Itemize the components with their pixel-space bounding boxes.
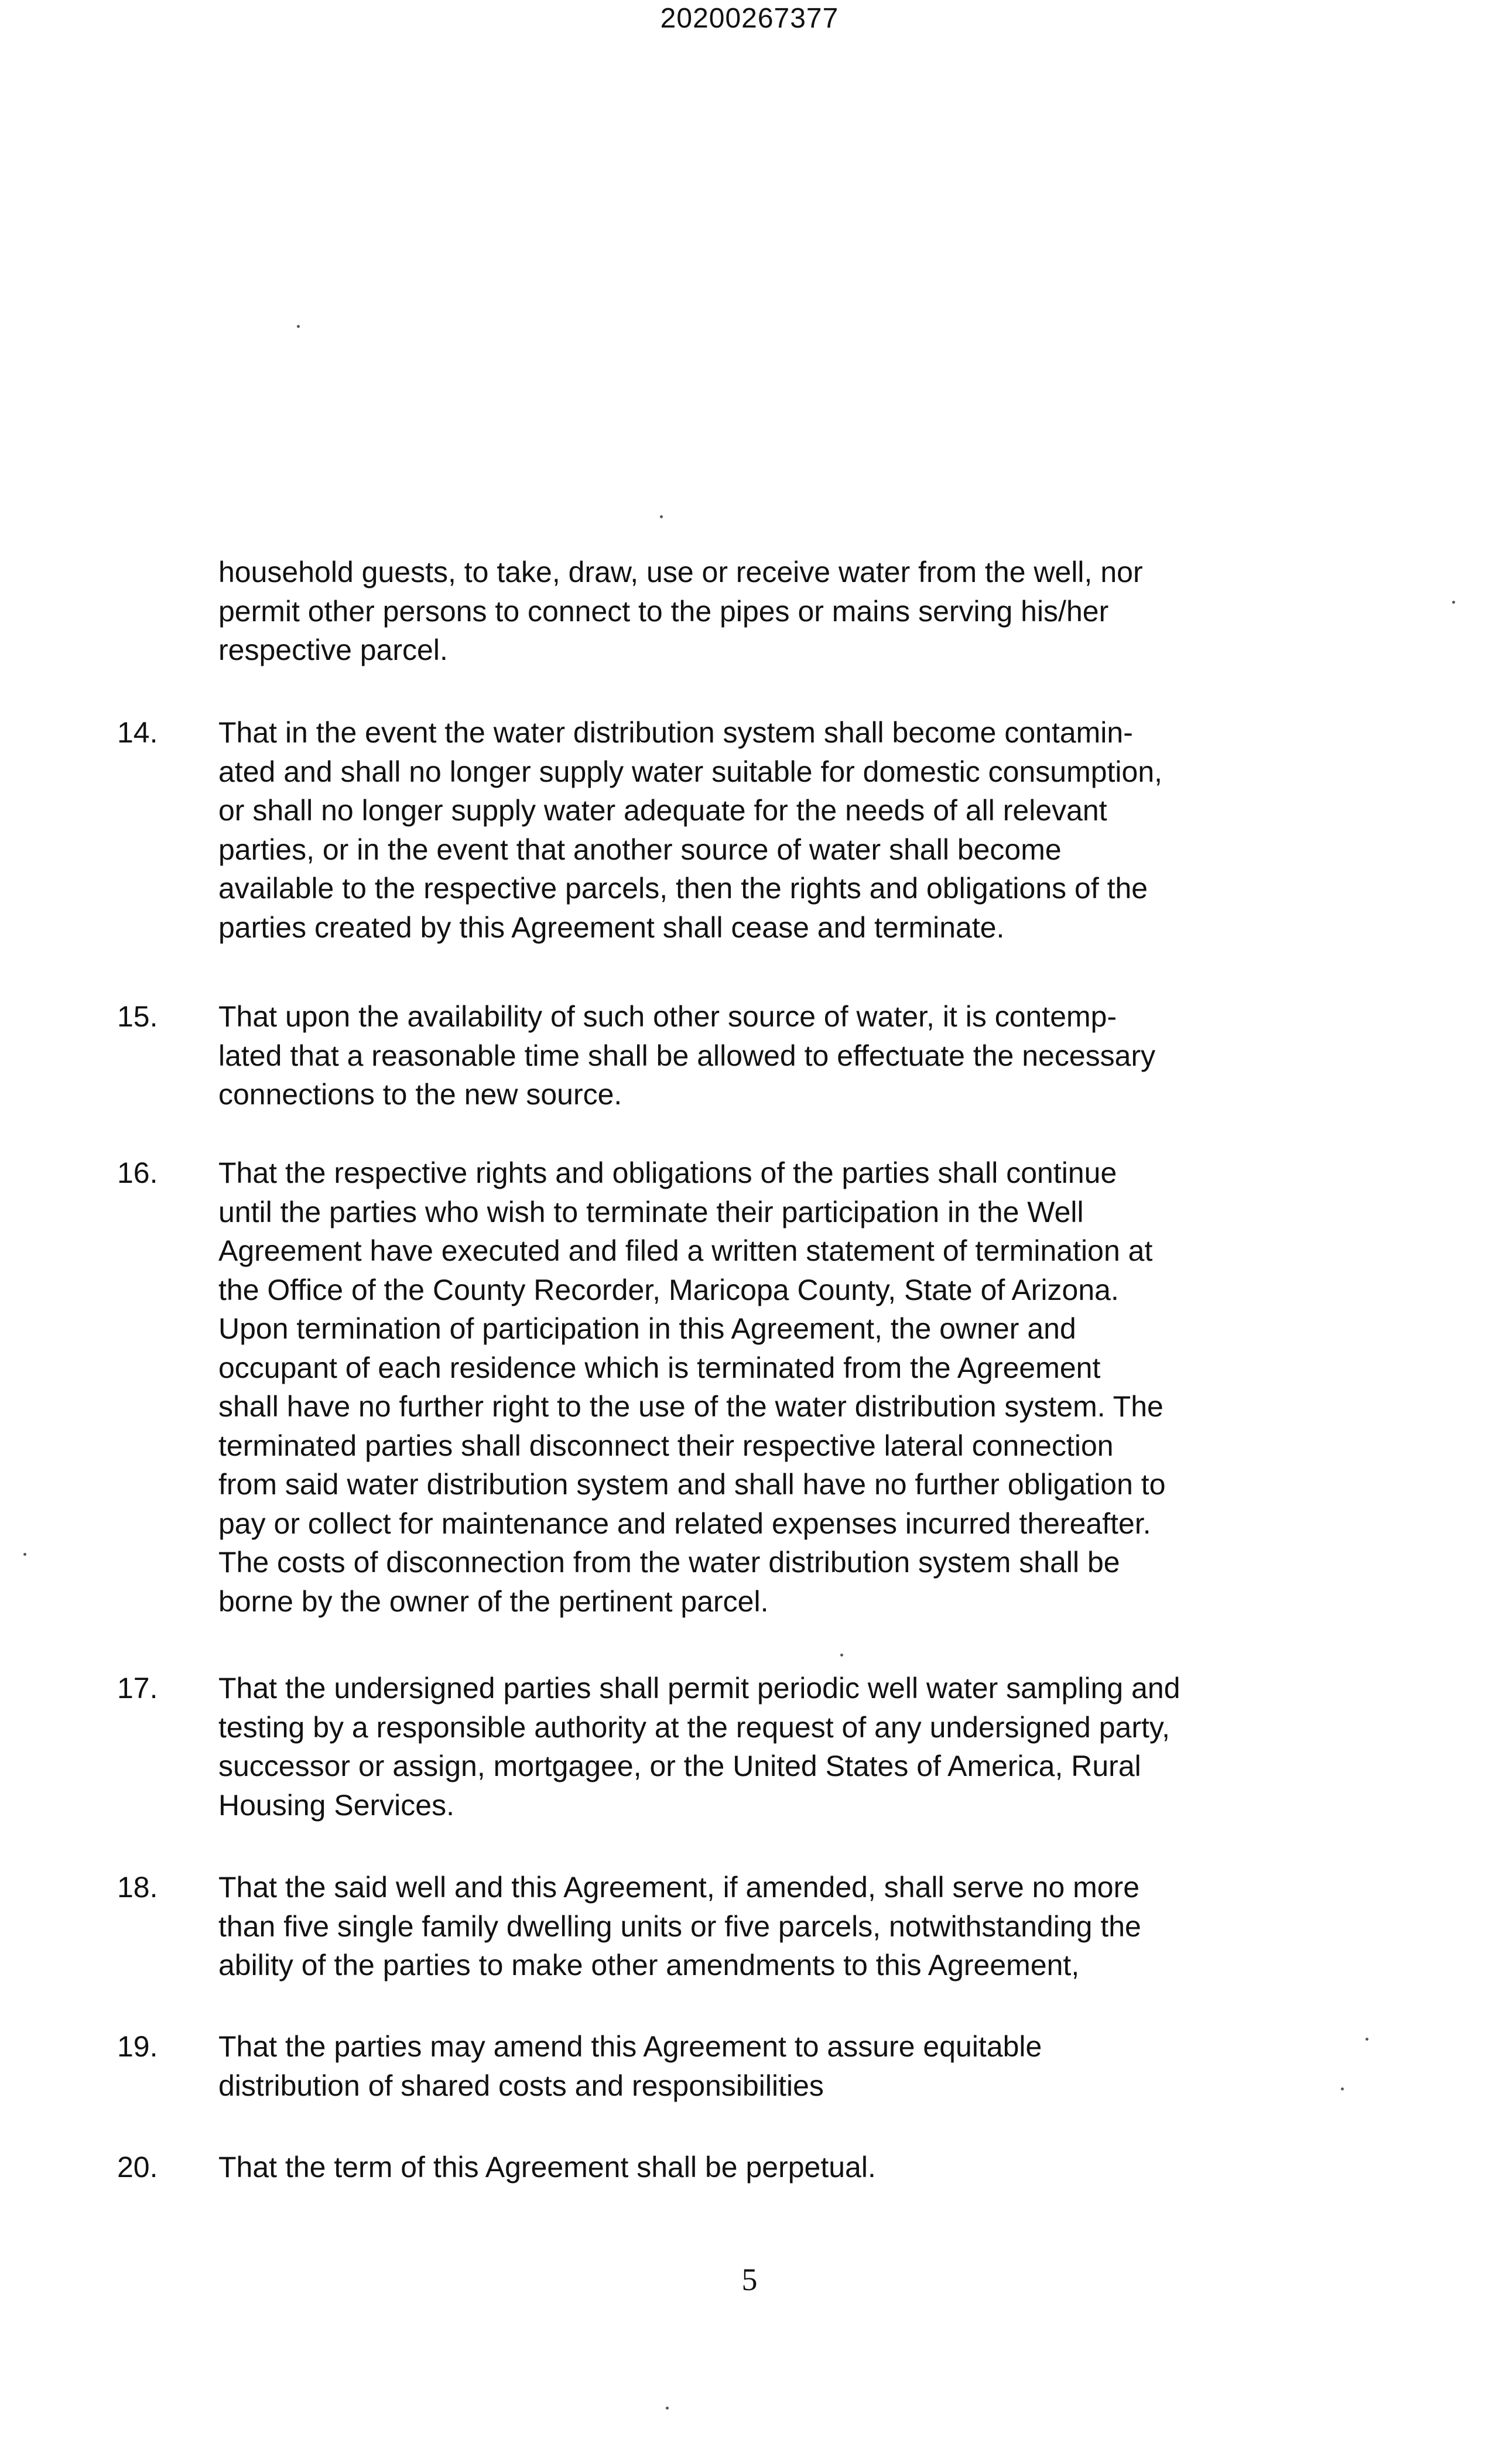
clause-text: That the parties may amend this Agreement to assure equitable distribution of shared costs and responsibilities xyxy=(218,2030,1042,2102)
clause-number: 15. xyxy=(117,1000,158,1033)
clause-text: That in the event the water distribution system shall become contamin- ated and shall no longer supply water suitable for domestic consumption, or shall no longer supply water adequate for the needs of all relevant parties, or in the event that another source of water shall become available to the respective parcels, then the rights and obligations of the parties created by this Agreement shall cease and terminate. xyxy=(218,716,1163,944)
scan-speck xyxy=(1365,2038,1368,2041)
clause-number: 19. xyxy=(117,2030,158,2063)
clause-text: That the respective rights and obligations of the parties shall continue until the parties who wish to terminate their participation in the Well Agreement have executed and filed a written statement of termination at the Office of the County Recorder, Maricopa County, State of Arizona. Upon termination of participation in this Agreement, the owner and occupant of each residence which is terminated from the Agreement shall have no further right to the use of the water distribution system. The terminated parties shall disconnect their respective lateral connection from said water distribution system and shall have no further obligation to pay or collect for maintenance and related expenses incurred thereafter. The costs of disconnection from the water distribution system shall be borne by the owner of the pertinent parcel. xyxy=(218,1156,1166,1618)
scan-speck xyxy=(23,1553,26,1556)
continuation-paragraph: household guests, to take, draw, use or receive water from the well, nor permit other persons to connect to the pipes or mains serving his/her respective parcel. xyxy=(218,556,1143,666)
clause-text: That the term of this Agreement shall be perpetual. xyxy=(218,2151,876,2184)
clause-text: That the said well and this Agreement, if amended, shall serve no more than five single family dwelling units or five parcels, notwithstanding the ability of the parties to make other amendments to this Agreement, xyxy=(218,1871,1141,1982)
clause-number: 14. xyxy=(117,716,158,749)
clause-number: 18. xyxy=(117,1871,158,1904)
clause-number: 20. xyxy=(117,2151,158,2184)
scan-speck xyxy=(660,515,663,518)
clause-number: 17. xyxy=(117,1672,158,1705)
scan-speck xyxy=(840,1654,843,1657)
clause-text: That upon the availability of such other source of water, it is contemp- lated that a reasonable time shall be allowed to effectuate the necessary connections to the new source. xyxy=(218,1000,1156,1111)
scan-speck xyxy=(297,325,300,328)
scan-speck xyxy=(1452,601,1455,604)
document-number: 20200267377 xyxy=(660,3,839,34)
page-number: 5 xyxy=(741,2262,758,2297)
clause-text: That the undersigned parties shall permit periodic well water sampling and testing by a responsible authority at the request of any undersigned party, successor or assign, mortgagee, or the United States of America, Rural Housing Services. xyxy=(218,1672,1180,1822)
scan-speck xyxy=(1341,2087,1344,2090)
scan-speck xyxy=(666,2407,669,2410)
clause-number: 16. xyxy=(117,1156,158,1189)
